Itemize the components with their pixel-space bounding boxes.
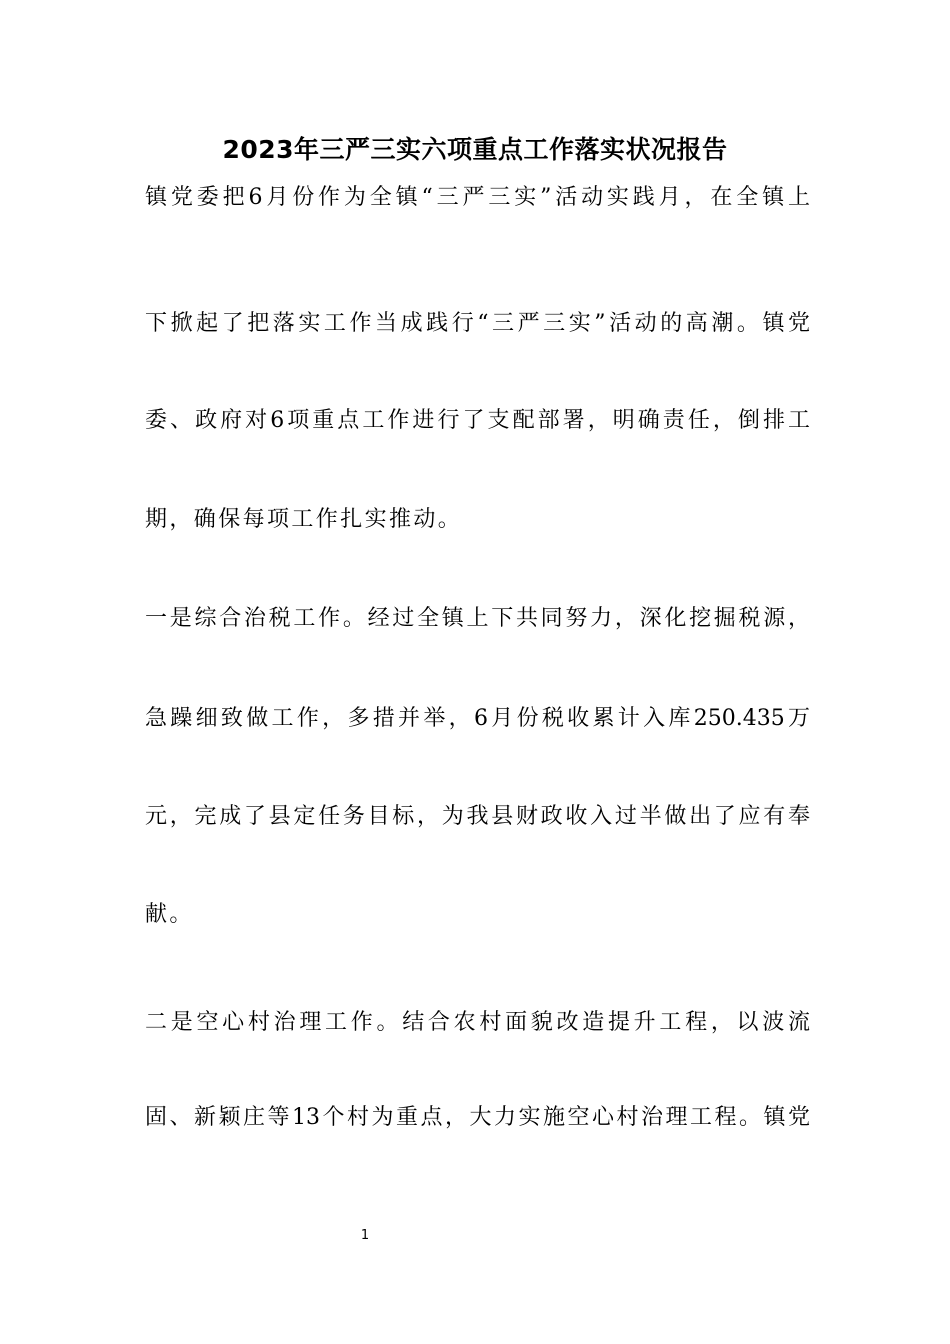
paragraph-line: 二是空心村治理工作。结合农村面貌改造提升工程，以波流: [145, 1010, 810, 1035]
paragraph-line: 镇党委把6月份作为全镇“三严三实”活动实践月，在全镇上: [145, 185, 810, 210]
paragraph-line: 下掀起了把落实工作当成践行“三严三实”活动的高潮。镇党: [145, 311, 810, 336]
paragraph-line: 元，完成了县定任务目标，为我县财政收入过半做出了应有奉: [145, 804, 810, 829]
paragraph-line: 委、政府对6项重点工作进行了支配部署，明确责任，倒排工: [145, 408, 810, 433]
paragraph-line: 急躁细致做工作，多措并举，6月份税收累计入库250.435万: [145, 706, 810, 731]
paragraph-line: 固、新颖庄等13个村为重点，大力实施空心村治理工程。镇党: [145, 1105, 810, 1130]
page-number: 1: [360, 1228, 370, 1243]
paragraph-line: 献。: [145, 902, 194, 927]
paragraph-line: 期，确保每项工作扎实推动。: [145, 507, 463, 532]
paragraph-line: 一是综合治税工作。经过全镇上下共同努力，深化挖掘税源，: [145, 606, 810, 631]
document-title: 2023年三严三实六项重点工作落实状况报告: [222, 135, 728, 164]
